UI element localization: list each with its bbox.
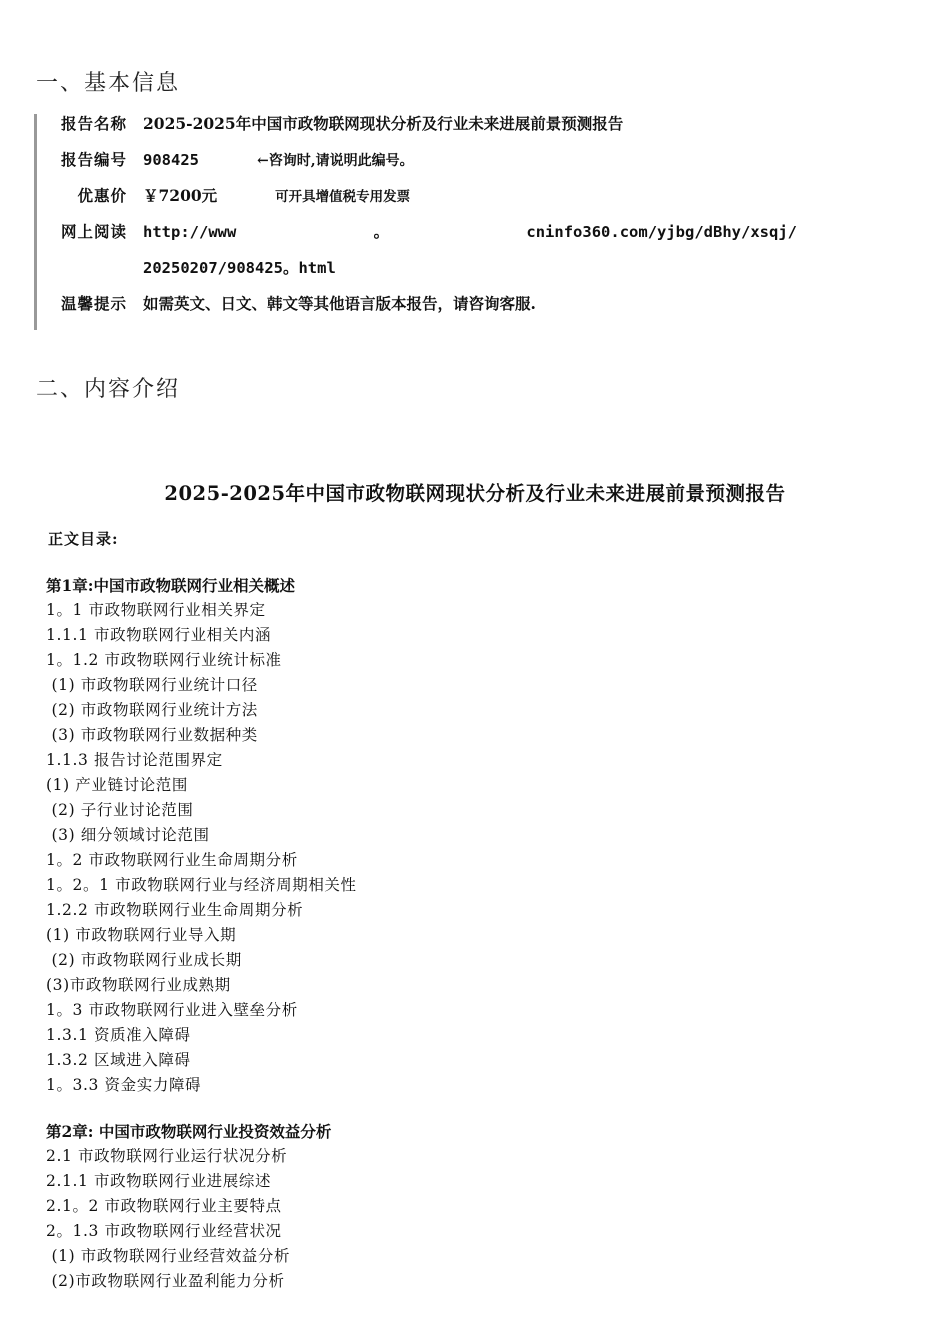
basic-info-block [34, 114, 797, 330]
toc-entry: (2)市政物联网行业盈利能力分析 [46, 1272, 285, 1290]
tip-label: 温馨提示 [60, 294, 127, 313]
toc-entry: (1) 市政物联网行业经营效益分析 [46, 1247, 291, 1265]
toc-entry: 1.1.3 报告讨论范围界定 [46, 751, 223, 769]
report-name-value: 2025-2025年中国市政物联网现状分析及行业未来进展前景预测报告 [143, 114, 624, 133]
toc-entry: 2.1 市政物联网行业运行状况分析 [46, 1147, 288, 1165]
section-heading-basic-info: 一、基本信息 [36, 71, 181, 96]
toc-entry: 1。3.3 资金实力障碍 [46, 1076, 202, 1094]
online-read-link-cont[interactable]: 20250207/908425。html [143, 259, 336, 277]
toc-entry: (3)市政物联网行业成熟期 [46, 976, 231, 994]
toc-entry: (1) 产业链讨论范围 [46, 776, 188, 794]
toc-entry: (2) 市政物联网行业统计方法 [46, 701, 258, 719]
toc-entry: 1.1.1 市政物联网行业相关内涵 [46, 626, 272, 644]
toc-entry: 1。3 市政物联网行业进入壁垒分析 [46, 1001, 298, 1019]
toc-entry: 1。2。1 市政物联网行业与经济周期相关性 [46, 876, 357, 894]
chapter-heading-1: 第1章:中国市政物联网行业相关概述 [46, 576, 296, 595]
document-title: 2025-2025年中国市政物联网现状分析及行业未来进展前景预测报告 [164, 482, 786, 505]
info-row-online-read-cont [37, 258, 797, 294]
chapter-1-entries [46, 598, 846, 1098]
toc-entry: (2) 子行业讨论范围 [46, 801, 194, 819]
price-label: 优惠价 [77, 186, 127, 205]
invoice-note: 可开具增值税专用发票 [275, 189, 411, 205]
toc-label: 正文目录: [48, 530, 119, 548]
online-read-link[interactable] [143, 222, 797, 258]
info-row-online-read [37, 222, 797, 258]
chapter-2-entries [46, 1144, 846, 1294]
info-row-tip [37, 294, 797, 330]
price-value: ￥7200元 [143, 186, 218, 205]
read-url-part2: 。 [373, 223, 390, 241]
report-number-label: 报告编号 [60, 150, 127, 169]
toc-entry: (2) 市政物联网行业成长期 [46, 951, 242, 969]
read-url-part3: cninfo360.com/yjbg/dBhy/xsqj/ [526, 223, 797, 241]
toc-entry: 1。2 市政物联网行业生命周期分析 [46, 851, 298, 869]
read-url-part1: http://www [143, 223, 237, 241]
toc-entry: 2.1.1 市政物联网行业进展综述 [46, 1172, 272, 1190]
toc-entry: 1。1.2 市政物联网行业统计标准 [46, 651, 282, 669]
online-read-label: 网上阅读 [60, 222, 127, 241]
info-row-report-number [37, 150, 797, 186]
toc-entry: 1.2.2 市政物联网行业生命周期分析 [46, 901, 304, 919]
toc-entry: 1.3.2 区域进入障碍 [46, 1051, 191, 1069]
toc-entry: 2。1.3 市政物联网行业经营状况 [46, 1222, 282, 1240]
toc-entry: 1。1 市政物联网行业相关界定 [46, 601, 266, 619]
toc-entry: (3) 市政物联网行业数据种类 [46, 726, 258, 744]
table-of-contents [46, 573, 846, 1294]
toc-entry: (1) 市政物联网行业导入期 [46, 926, 237, 944]
chapter-heading-2: 第2章: 中国市政物联网行业投资效益分析 [46, 1122, 332, 1141]
toc-entry: (3) 细分领域讨论范围 [46, 826, 210, 844]
toc-entry: 1.3.1 资质准入障碍 [46, 1026, 191, 1044]
report-number-value: 908425 [143, 151, 199, 169]
report-name-label: 报告名称 [60, 114, 127, 133]
tip-value: 如需英文、日文、韩文等其他语言版本报告，请咨询客服. [143, 294, 536, 313]
info-row-report-name [37, 114, 797, 150]
info-row-price [37, 186, 797, 222]
toc-entry: 2.1。2 市政物联网行业主要特点 [46, 1197, 282, 1215]
toc-entry: (1) 市政物联网行业统计口径 [46, 676, 258, 694]
report-number-note: ←咨询时,请说明此编号。 [257, 153, 414, 169]
section-heading-content: 二、内容介绍 [36, 377, 181, 402]
